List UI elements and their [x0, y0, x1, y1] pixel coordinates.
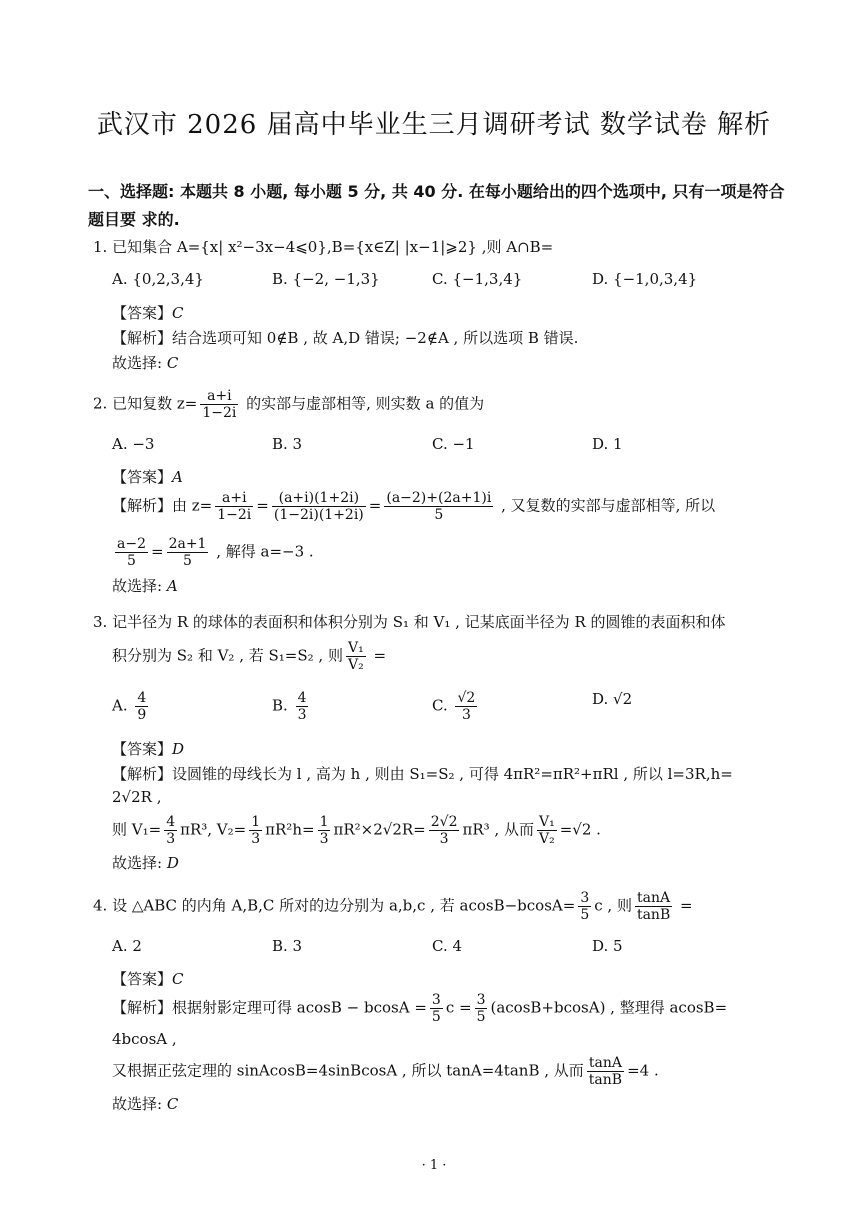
fraction — [135, 690, 148, 723]
denominator: tanB — [636, 907, 671, 923]
analysis-text: 根据射影定理可得 acosB − bcosA = — [172, 998, 427, 1017]
option-b: B. {−2, −1,3} — [272, 270, 380, 288]
numerator: tanA — [637, 890, 671, 906]
option-d: D. {−1,0,3,4} — [592, 270, 698, 288]
question-3-choice — [112, 852, 179, 873]
analysis-label: 【解析】 — [112, 329, 173, 347]
question-text: = — [368, 646, 387, 665]
option-c: C. −1 — [432, 435, 475, 453]
section-heading: 一、选择题: 本题共 8 小题, 每小题 5 分, 共 40 分. 在每小题给出的四个选项中, 只有一项是符合题目要 求的. — [88, 182, 785, 229]
option-a: A. {0,2,3,4} — [112, 270, 204, 288]
question-text: = — [675, 896, 693, 915]
question-3-analysis-line-2 — [112, 788, 161, 806]
denominator: 1−2i — [217, 507, 252, 523]
denominator: tanB — [588, 1072, 623, 1088]
question-3-answer — [112, 738, 184, 759]
fraction — [215, 490, 253, 523]
option-d: D. √2 — [592, 690, 633, 708]
answer-label: 【答案】 — [112, 740, 173, 758]
question-number: 2. — [93, 394, 108, 413]
question-number: 3. — [93, 613, 108, 631]
fraction — [318, 814, 331, 847]
numerator: (a−2)+(2a+1)i — [386, 490, 492, 506]
choice-value: A — [166, 577, 178, 595]
fraction — [200, 388, 238, 421]
page-number: · 1 · — [421, 1158, 447, 1173]
option-c: C. 4 — [432, 937, 463, 955]
analysis-label: 【解析】 — [112, 496, 173, 515]
option-d: D. 1 — [592, 435, 623, 453]
question-4-stem — [93, 890, 693, 923]
question-text: 已知复数 z= — [112, 394, 198, 413]
option-a: A. $\frac{4}{9}$ — [112, 690, 147, 723]
answer-value: C — [172, 970, 184, 988]
fraction — [537, 814, 557, 847]
numerator: 2√2 — [430, 814, 458, 830]
denominator: 5 — [431, 1009, 441, 1025]
denominator: 5 — [115, 552, 148, 569]
choose-label: 故选择: — [112, 354, 167, 372]
fraction — [346, 640, 366, 673]
denominator: 3 — [455, 706, 477, 723]
question-4-analysis-line-2 — [112, 1030, 177, 1048]
analysis-text: 设圆锥的母线长为 l , 高为 h , 则由 S₁=S₂ , 可得 4πR²=πR²+πRl , 所以 l=3R,h= — [172, 765, 733, 783]
fraction — [272, 490, 366, 523]
answer-value: D — [172, 740, 185, 758]
fraction — [164, 814, 177, 847]
fraction — [578, 890, 591, 923]
question-2-analysis-line-2: $\frac{a-2}{5}$ = $\frac{2a+1}{5}$ , 解得 a=−3 . — [117, 536, 314, 569]
question-3-options — [112, 690, 772, 730]
answer-value: A — [172, 468, 183, 486]
denominator: 5 — [476, 1009, 486, 1025]
answer-value: C — [172, 304, 184, 322]
analysis-label: 【解析】 — [112, 998, 173, 1017]
fraction — [430, 992, 443, 1025]
numerator: V₁ — [347, 640, 364, 656]
option-c: C. $\frac{√2}{3}$ — [432, 690, 476, 723]
analysis-text: =√2 . — [559, 820, 601, 839]
denominator: 9 — [137, 707, 147, 723]
analysis-text: , 解得 a=−3 . — [211, 542, 314, 561]
denominator: 3 — [251, 831, 261, 847]
question-4-analysis-line-1 — [112, 992, 727, 1025]
question-2-choice — [112, 575, 178, 596]
denominator: 5 — [384, 506, 493, 523]
question-1-stem — [93, 236, 553, 257]
question-4-answer — [112, 968, 184, 989]
question-2-analysis-line-1: 【解析】由 z= $\frac{a+i}{1-2i}$ = $\frac{(a+i)(1+2i)}{(1-2i)(1+2i)}$ = $\frac{(a-2)+(2a+1)i}{5}$ , 又复数的实部与虚部相等, 所以 — [112, 490, 716, 523]
denominator: 3 — [166, 831, 176, 847]
numerator: a+i — [222, 490, 247, 506]
analysis-label: 【解析】 — [112, 765, 173, 783]
question-3-stem-line-1 — [93, 611, 726, 632]
question-1-choice — [112, 352, 178, 373]
question-text: c , 则 — [594, 896, 632, 915]
numerator: √2 — [457, 690, 476, 706]
fraction — [587, 1055, 624, 1088]
analysis-text: πR²×2√2R= — [333, 820, 426, 839]
numerator: V₁ — [538, 814, 555, 830]
fraction — [455, 690, 477, 723]
fraction — [167, 536, 209, 569]
option-b: B. $\frac{4}{3}$ — [272, 690, 307, 723]
numerator: a+i — [207, 388, 232, 404]
numerator: 3 — [476, 992, 486, 1008]
analysis-text: πR³ , 从而 — [462, 820, 534, 839]
analysis-text: πR²h= — [265, 820, 315, 839]
question-2-options — [112, 435, 772, 465]
numerator: 1 — [251, 814, 261, 830]
fraction — [249, 814, 262, 847]
numerator: 2a+1 — [168, 536, 207, 552]
page-title: 武汉市 2026 届高中毕业生三月调研考试 数学试卷 解析 — [96, 110, 772, 140]
choice-value: D — [166, 854, 179, 872]
denominator: V₂ — [538, 831, 555, 847]
choice-value: C — [166, 1095, 179, 1113]
analysis-text: 4bcosA , — [112, 1030, 177, 1048]
choice-value: C — [166, 354, 179, 372]
numerator: 1 — [319, 814, 329, 830]
question-1-analysis — [112, 327, 578, 348]
answer-label: 【答案】 — [112, 304, 173, 322]
denominator: 5 — [580, 907, 590, 923]
choose-label: 故选择: — [112, 577, 167, 595]
question-text: 的实部与虚部相等, 则实数 a 的值为 — [241, 394, 485, 413]
fraction — [475, 992, 488, 1025]
question-4-choice — [112, 1093, 178, 1114]
option-b: B. 3 — [272, 435, 303, 453]
analysis-text: 又根据正弦定理的 sinAcosB=4sinBcosA , 所以 tanA=4tanB , 从而 — [112, 1061, 584, 1080]
question-1-answer — [112, 302, 184, 323]
numerator: 4 — [137, 690, 147, 706]
question-number: 1. — [93, 238, 108, 256]
analysis-text: (acosB+bcosA) , 整理得 acosB= — [490, 998, 728, 1017]
question-4-options — [112, 937, 772, 967]
analysis-text: πR³, V₂= — [180, 820, 247, 839]
denominator: 3 — [319, 831, 329, 847]
denominator: V₂ — [347, 657, 364, 673]
question-3-analysis-line-1 — [112, 763, 733, 784]
question-2-stem — [93, 388, 484, 421]
numerator: 4 — [297, 690, 307, 706]
question-number: 4. — [93, 896, 108, 915]
denominator: 3 — [429, 830, 460, 847]
analysis-text: , 又复数的实部与虚部相等, 所以 — [496, 496, 716, 515]
analysis-text: =4 . — [627, 1061, 659, 1080]
denominator: 5 — [167, 552, 209, 569]
analysis-text: 2√2R , — [112, 788, 162, 806]
question-text: 记半径为 R 的球体的表面积和体积分别为 S₁ 和 V₁ , 记某底面半径为 R 的圆锥的表面积和体 — [112, 613, 726, 631]
numerator: tanA — [588, 1055, 622, 1071]
answer-label: 【答案】 — [112, 468, 173, 486]
choose-label: 故选择: — [112, 854, 167, 872]
option-c: C. {−1,3,4} — [432, 270, 523, 288]
fraction — [635, 890, 672, 923]
numerator: a−2 — [117, 536, 146, 552]
option-value: √2 — [613, 690, 633, 708]
question-1-options — [112, 270, 772, 300]
question-2-answer — [112, 466, 183, 487]
question-text: 已知集合 A={x| x²−3x−4⩽0},B={x∈Z| |x−1|⩾2} ,则 A∩B= — [112, 238, 554, 256]
question-3-analysis-line-3 — [112, 814, 601, 847]
question-text: 积分别为 S₂ 和 V₂ , 若 S₁=S₂ , 则 — [112, 646, 343, 665]
answer-label: 【答案】 — [112, 970, 173, 988]
question-4-analysis-line-3 — [112, 1055, 659, 1088]
denominator: 1−2i — [202, 405, 237, 421]
analysis-text: c = — [445, 998, 472, 1017]
analysis-text: 结合选项可知 0∉B , 故 A,D 错误; −2∉A , 所以选项 B 错误. — [172, 329, 579, 347]
option-a: A. 2 — [112, 937, 142, 955]
numerator: 4 — [166, 814, 176, 830]
analysis-text: 则 V₁= — [112, 820, 162, 839]
choose-label: 故选择: — [112, 1095, 167, 1113]
option-b: B. 3 — [272, 937, 303, 955]
option-a: A. −3 — [112, 435, 155, 453]
fraction — [115, 536, 148, 569]
fraction — [296, 690, 309, 723]
fraction — [384, 490, 493, 523]
fraction — [429, 814, 460, 847]
option-d: D. 5 — [592, 937, 623, 955]
question-text: 设 △ABC 的内角 A,B,C 所对的边分别为 a,b,c , 若 acosB−bcosA= — [112, 896, 576, 915]
numerator: 3 — [580, 890, 590, 906]
question-3-stem-line-2 — [112, 640, 386, 673]
denominator: 3 — [297, 707, 307, 723]
denominator: (1−2i)(1+2i) — [273, 507, 364, 523]
numerator: (a+i)(1+2i) — [278, 490, 360, 506]
analysis-text: 由 z= — [172, 496, 213, 515]
numerator: 3 — [431, 992, 441, 1008]
